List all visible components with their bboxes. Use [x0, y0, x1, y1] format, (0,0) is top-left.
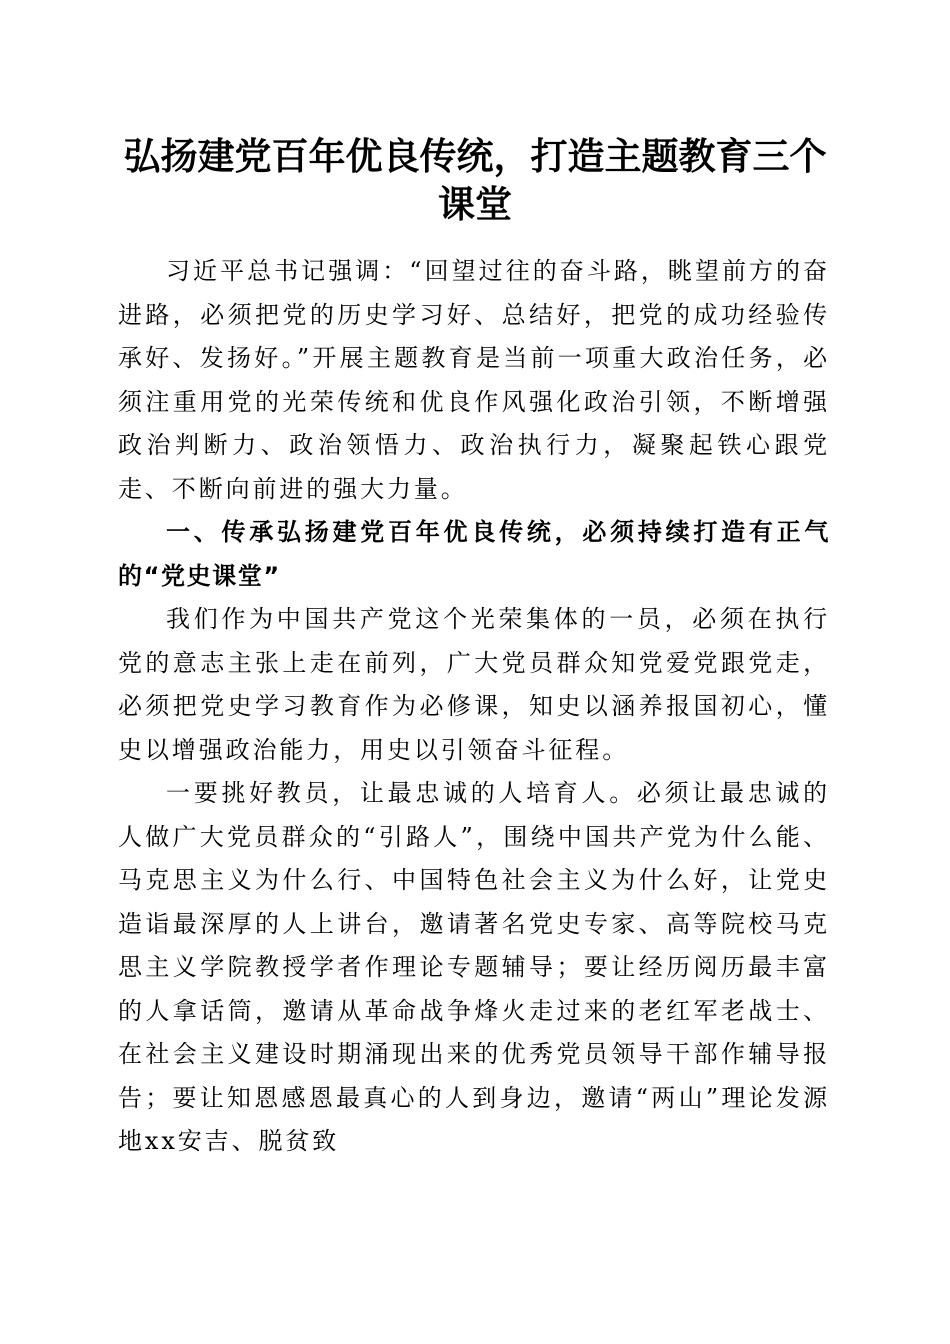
document-body — [118, 250, 830, 1164]
intro-paragraph: 习近平总书记强调：“回望过往的奋斗路，眺望前方的奋进路，必须把党的历史学习好、总结好，把党的成功经验传承好、发扬好。”开展主题教育是当前一项重大政治任务，必须注重用党的光荣传统和优良作风强化政治引领，不断增强政治判断力、政治领悟力、政治执行力，凝聚起铁心跟党走、不断向前进的强大力量。 — [118, 257, 830, 503]
point-paragraph: 一要挑好教员，让最忠诚的人培育人。必须让最忠诚的人做广大党员群众的“引路人”，围绕中国共产党为什么能、马克思主义为什么行、中国特色社会主义为什么好，让党史造诣最深厚的人上讲台，邀请著名党史专家、高等院校马克思主义学院教授学者作理论专题辅导；要让经历阅历最丰富的人拿话筒，邀请从革命战争烽火走过来的老红军老战士、在社会主义建设时期涌现出来的优秀党员领导干部作辅导报告；要让知恩感恩最真心的人到身边，邀请“两山”理论发源地xx安吉、脱贫致 — [118, 779, 830, 1155]
section-heading: 一、传承弘扬建党百年优良传统，必须持续打造有正气的“党史课堂” — [118, 518, 830, 590]
section-paragraph: 我们作为中国共产党这个光荣集体的一员，必须在执行党的意志主张上走在前列，广大党员群众知党爱党跟党走，必须把党史学习教育作为必修课，知史以涵养报国初心，懂史以增强政治能力，用史以引领奋斗征程。 — [118, 605, 830, 764]
document-title: 弘扬建党百年优良传统，打造主题教育三个课堂 — [123, 134, 827, 226]
